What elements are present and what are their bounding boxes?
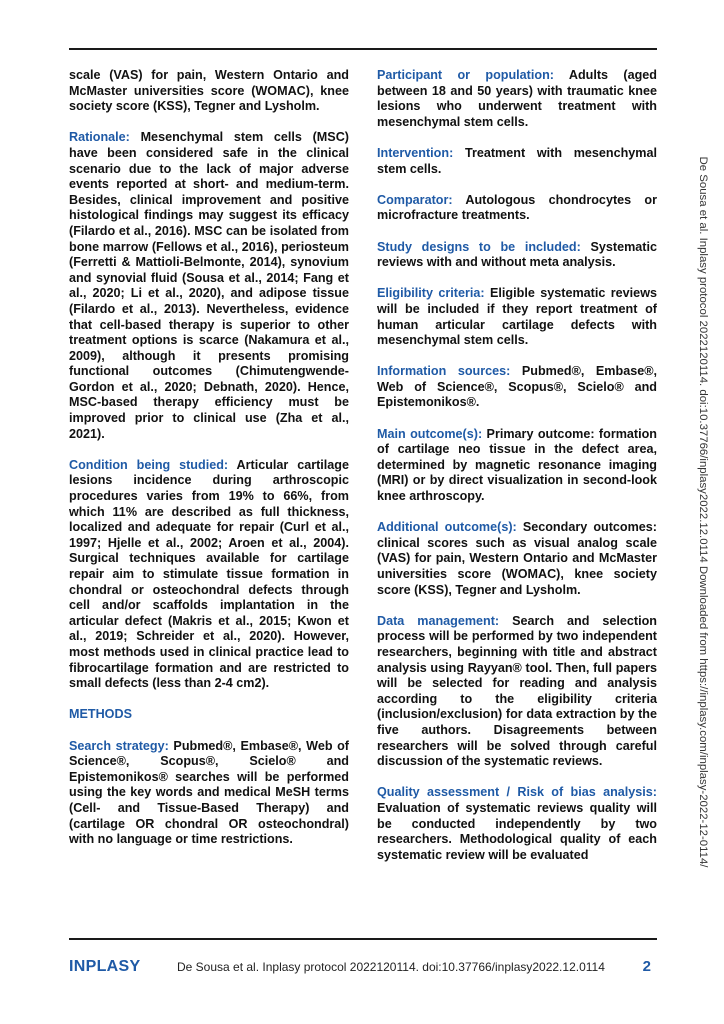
paragraph-quality-assessment: Quality assessment / Risk of bias analysis: Evaluation of systematic reviews quality will be conducted independently by two researchers. Methodological quality of each systematic review will be evaluated bbox=[377, 785, 657, 862]
top-rule bbox=[69, 48, 657, 50]
participant-heading: Participant or population: bbox=[377, 68, 554, 82]
paragraph-study-designs: Study designs to be included: Systematic reviews with and without meta analysis. bbox=[377, 239, 657, 270]
methods-heading: METHODS bbox=[69, 707, 132, 722]
paragraph-condition: Condition being studied: Articular cartilage lesions incidence during arthroscopic procedures varies from 19% to 66%, from which 11% are described as full thickness, localized and adequate for repair (Curl et al., 1997; Hjelle et al., 2002; Aroen et al., 2004). Surgical techniques available for cartilage repair aim to stimulate tissue formation in chondral or osteochondral defects through cell and/or scaffolds implantation in the articular defect (Makris et al., 2015; Kwon et al., 2019; Schreider et al., 2020). However, most methods used in clinical practice lead to fibrocartilage formation and are restricted to small defects (less than 2-4 cm2). bbox=[69, 457, 349, 691]
paragraph-search-strategy: Search strategy: Pubmed®, Embase®, Web of Science®, Scopus®, Scielo® and Epistemonikos® searches will be performed using the key words and medical MeSH terms (Cell- and Tissue-Based Therapy) and (cartilage OR chondral OR osteochondral) with no language or time restrictions. bbox=[69, 738, 350, 847]
additional-outcomes-heading: Additional outcome(s): bbox=[377, 520, 517, 535]
paragraph-rationale: Rationale: Mesenchymal stem cells (MSC) have been considered safe in the clinical scenario due to the lack of major adverse events reported at short- and medium-term. Besides, clinical improvement and positive histological findings may suggest its efficacy (Filardo et al., 2016). MSC can be isolated from bone marrow (Fellows et al., 2016), periosteum (Ferretti & Mattioli-Belmonte, 2014), synovium and synovial fluid (Sousa et al., 2014; Fang et al., 2020; Li et al., 2020), and adipose tissue (Filardo et al., 2013). Nevertheless, evidence that cell-based therapy is superior to other treatment options is scarce (Nakamura et al., 2009), although it presents promising functional outcomes (Chimutengwende-Gordon et al., 2020; Debnath, 2020). Hence, MSC-based therapy efficiency must be improved prior to clinical use (Zha et al., 2021). bbox=[69, 130, 349, 441]
quality-assessment-heading: Quality assessment / Risk of bias analysis: bbox=[377, 785, 657, 800]
footer-citation: De Sousa et al. Inplasy protocol 2022120114. doi:10.37766/inplasy2022.12.0114 bbox=[177, 960, 605, 974]
paragraph-outcomes-continued: scale (VAS) for pain, Western Ontario and McMaster universities score (WOMAC), knee society score (KSS), Tegner and Lysholm. bbox=[69, 68, 349, 114]
right-column bbox=[377, 68, 657, 879]
brand-logo: INPLASY bbox=[69, 958, 141, 975]
condition-heading: Condition being studied: bbox=[69, 457, 229, 472]
paragraph-additional-outcomes: Additional outcome(s): Secondary outcomes: clinical scores such as visual analog scale (VAS) for pain, Western Ontario and McMaster universities score (WOMAC), knee society score (KSS), Tegner and Lysholm. bbox=[377, 520, 658, 597]
paragraph-intervention: Intervention: Treatment with mesenchymal stem cells. bbox=[377, 145, 657, 176]
page-number: 2 bbox=[642, 958, 651, 975]
search-strategy-heading: Search strategy: bbox=[69, 738, 169, 753]
data-management-heading: Data management: bbox=[377, 613, 500, 628]
main-outcomes-heading: Main outcome(s): bbox=[377, 426, 483, 441]
intervention-heading: Intervention: bbox=[377, 145, 454, 160]
paragraph-participant: Participant or population: Adults (aged between 18 and 50 years) with traumatic knee lesions who underwent treatment with mesenchymal stem cells. bbox=[377, 68, 657, 129]
left-column bbox=[69, 68, 349, 863]
rationale-heading: Rationale: bbox=[69, 130, 130, 145]
comparator-heading: Comparator: bbox=[377, 192, 453, 207]
paragraph-data-management: Data management: Search and selection process will be performed by two independent researchers, beginning with title and abstract analysis using Rayyan® tool. Then, full papers will be selected for reading and analysis according to the eligibility criteria (inclusion/exclusion) for data extraction by the five authors. Disagreements between researchers will be solved through careful discussion of the systematic reviews. bbox=[377, 613, 657, 769]
paragraph-information-sources: Information sources: Pubmed®, Embase®, Web of Science®, Scopus®, Scielo® and Epistemonikos®. bbox=[377, 364, 657, 410]
bottom-rule bbox=[69, 938, 657, 940]
paragraph-eligibility: Eligibility criteria: Eligible systematic reviews will be included if they report treatment of human articular cartilage defects with mesenchymal stem cells. bbox=[377, 286, 657, 348]
eligibility-heading: Eligibility criteria: bbox=[377, 286, 485, 301]
paragraph-main-outcomes: Main outcome(s): Primary outcome: formation of cartilage neo tissue in the defect area, determined by magnetic resonance imaging (MRI) or by direct visualization in second-look knee arthroscopy. bbox=[377, 426, 657, 504]
study-designs-heading: Study designs to be included: bbox=[377, 239, 581, 254]
page-footer bbox=[69, 958, 657, 978]
information-sources-heading: Information sources: bbox=[377, 364, 511, 379]
paragraph-comparator: Comparator: Autologous chondrocytes or microfracture treatments. bbox=[377, 192, 657, 223]
